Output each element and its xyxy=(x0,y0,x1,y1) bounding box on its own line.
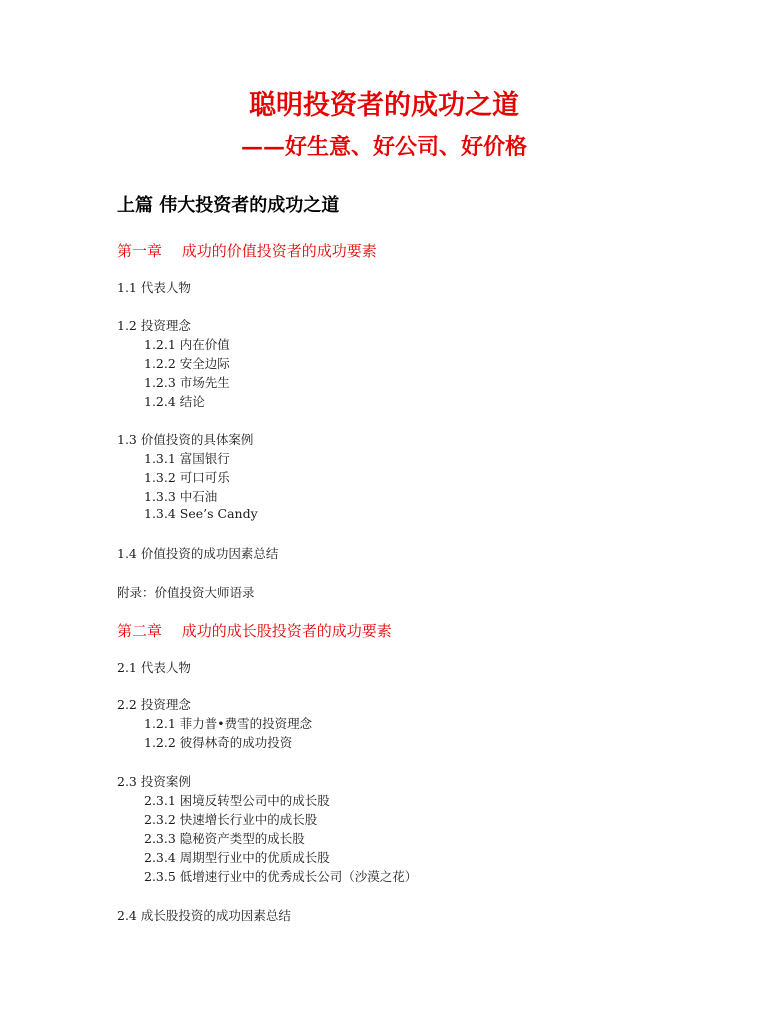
chapter-2-heading: 第二章 成功的成长股投资者的成功要素 xyxy=(117,622,392,640)
subsection-item: 1.3.2 可口可乐 xyxy=(144,470,230,485)
section-2-4: 2.4 成长股投资的成功因素总结 xyxy=(117,908,291,923)
section-1-1: 1.1 代表人物 xyxy=(117,280,191,295)
subsection-item: 1.2.2 彼得林奇的成功投资 xyxy=(144,735,293,750)
section-2-2: 2.2 投资理念 xyxy=(117,697,191,712)
subsection-item: 1.2.2 安全边际 xyxy=(144,356,230,371)
subsection-item: 1.2.3 市场先生 xyxy=(144,375,230,390)
chapter-1-heading: 第一章 成功的价值投资者的成功要素 xyxy=(117,242,377,260)
subsection-item: 1.2.1 菲力普•费雪的投资理念 xyxy=(144,716,313,731)
subsection-item: 2.3.5 低增速行业中的优秀成长公司（沙漠之花） xyxy=(144,869,418,884)
subsection-item: 2.3.3 隐秘资产类型的成长股 xyxy=(144,831,305,846)
subsection-item: 1.3.1 富国银行 xyxy=(144,451,230,466)
appendix: 附录：价值投资大师语录 xyxy=(117,585,255,600)
subsection-item: 1.2.4 结论 xyxy=(144,394,205,409)
subsection-item: 2.3.4 周期型行业中的优质成长股 xyxy=(144,850,330,865)
subsection-item: 2.3.1 困境反转型公司中的成长股 xyxy=(144,793,330,808)
section-2-3: 2.3 投资案例 xyxy=(117,774,191,789)
section-2-1: 2.1 代表人物 xyxy=(117,660,191,675)
section-1-4: 1.4 价值投资的成功因素总结 xyxy=(117,546,279,561)
document-subtitle: ——好生意、好公司、好价格 xyxy=(240,134,527,160)
subsection-item: 2.3.2 快速增长行业中的成长股 xyxy=(144,812,318,827)
document-title: 聪明投资者的成功之道 xyxy=(249,90,519,121)
subsection-item: 1.2.1 内在价值 xyxy=(144,337,230,352)
subsection-item: 1.3.4 See’s Candy xyxy=(144,506,258,521)
subsection-item: 1.3.3 中石油 xyxy=(144,489,218,504)
section-1-2: 1.2 投资理念 xyxy=(117,318,191,333)
section-1-3: 1.3 价值投资的具体案例 xyxy=(117,432,254,447)
part-heading: 上篇 伟大投资者的成功之道 xyxy=(117,195,340,216)
